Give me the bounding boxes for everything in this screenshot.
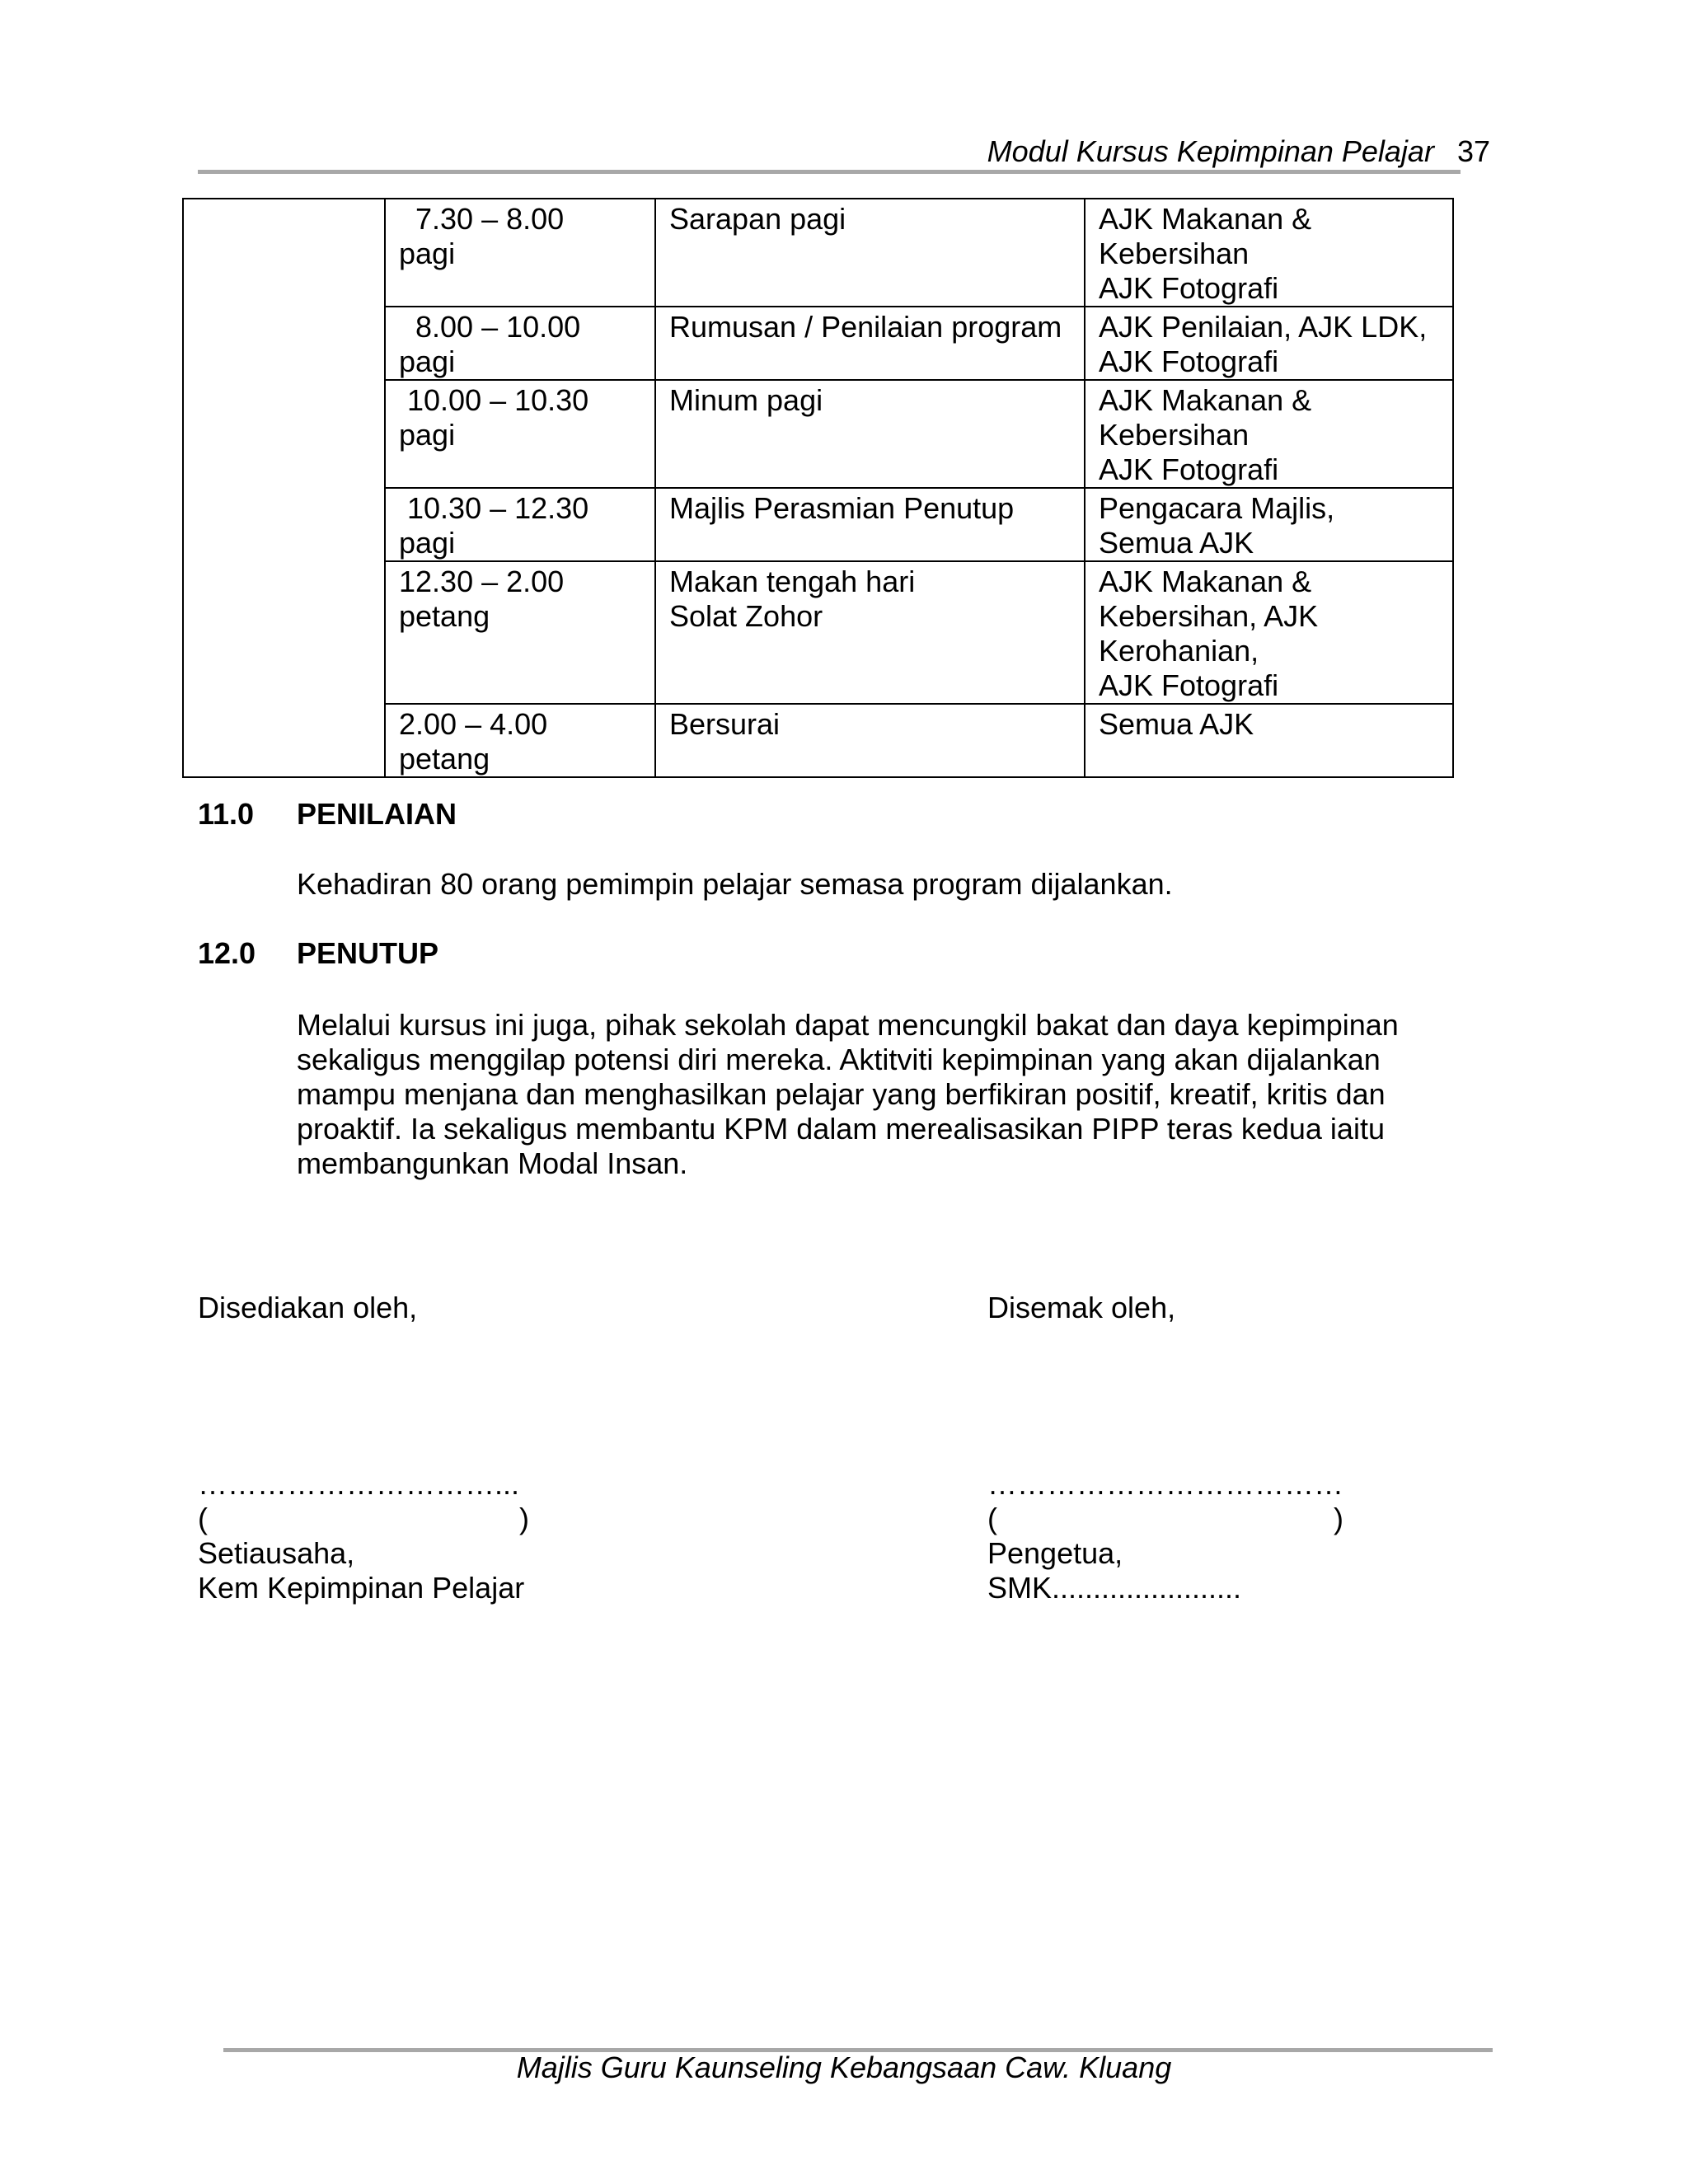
activity-cell: Bersurai	[655, 704, 1085, 777]
pic-cell: AJK Penilaian, AJK LDK, AJK Fotografi	[1085, 307, 1453, 380]
pic-cell: AJK Makanan & Kebersihan AJK Fotografi	[1085, 380, 1453, 488]
activity-cell: Rumusan / Penilaian program	[655, 307, 1085, 380]
activity-cell: Sarapan pagi	[655, 199, 1085, 307]
name-placeholder: ( )	[198, 1502, 529, 1535]
pic-cell: Semua AJK	[1085, 704, 1453, 777]
section-title: PENILAIAN	[297, 797, 457, 831]
signature-line: …………………………...	[198, 1467, 520, 1501]
prepared-by-label: Disediakan oleh,	[198, 1291, 418, 1324]
page-footer: Majlis Guru Kaunseling Kebangsaan Caw. Kluang	[516, 2050, 1172, 2084]
signer-role: Pengetua,	[987, 1536, 1123, 1570]
time-cell: 12.30 – 2.00 petang	[385, 561, 655, 704]
time-cell: 8.00 – 10.00 pagi	[385, 307, 655, 380]
table-row	[183, 199, 1453, 307]
checked-by-signature-block	[987, 1467, 1367, 1605]
time-cell: 10.00 – 10.30 pagi	[385, 380, 655, 488]
date-cell	[183, 199, 385, 777]
section-body: Kehadiran 80 orang pemimpin pelajar semasa program dijalankan.	[297, 867, 1173, 901]
pic-cell: AJK Makanan & Kebersihan AJK Fotografi	[1085, 199, 1453, 307]
checked-by-label: Disemak oleh,	[987, 1291, 1176, 1324]
signer-org: SMK.......................	[987, 1571, 1242, 1605]
page-number: 37	[1456, 134, 1490, 168]
section-number: 11.0	[198, 797, 255, 831]
name-placeholder: ( )	[987, 1502, 1343, 1535]
section-number: 12.0	[198, 936, 256, 970]
activity-cell: Makan tengah hari Solat Zohor	[655, 561, 1085, 704]
time-cell: 2.00 – 4.00 petang	[385, 704, 655, 777]
time-cell: 10.30 – 12.30 pagi	[385, 488, 655, 561]
section-body: Melalui kursus ini juga, pihak sekolah dapat mencungkil bakat dan daya kepimpinan sekaligus menggilap potensi diri mereka. Aktitviti kepimpinan yang akan dijalankan mampu menjana dan menghasilkan pelajar yang berfikiran positif, kreatif, kritis dan proaktif. Ia sekaligus membantu KPM dalam merealisasikan PIPP teras kedua iaitu membangunkan Modal Insan.	[297, 1008, 1399, 1180]
activity-cell: Minum pagi	[655, 380, 1085, 488]
header-title: Modul Kursus Kepimpinan Pelajar	[987, 134, 1434, 168]
signer-org: Kem Kepimpinan Pelajar	[198, 1571, 525, 1605]
prepared-by-signature-block	[198, 1467, 544, 1605]
header-rule	[198, 170, 1461, 174]
pic-cell: Pengacara Majlis, Semua AJK	[1085, 488, 1453, 561]
pic-cell: AJK Makanan & Kebersihan, AJK Kerohanian, AJK Fotografi	[1085, 561, 1453, 704]
page-header	[987, 134, 1490, 170]
signature-line: ………………………………	[987, 1467, 1343, 1501]
schedule-table	[182, 198, 1454, 778]
activity-cell: Majlis Perasmian Penutup	[655, 488, 1085, 561]
time-cell: 7.30 – 8.00 pagi	[385, 199, 655, 307]
section-title: PENUTUP	[297, 936, 439, 970]
signer-role: Setiausaha,	[198, 1536, 355, 1570]
